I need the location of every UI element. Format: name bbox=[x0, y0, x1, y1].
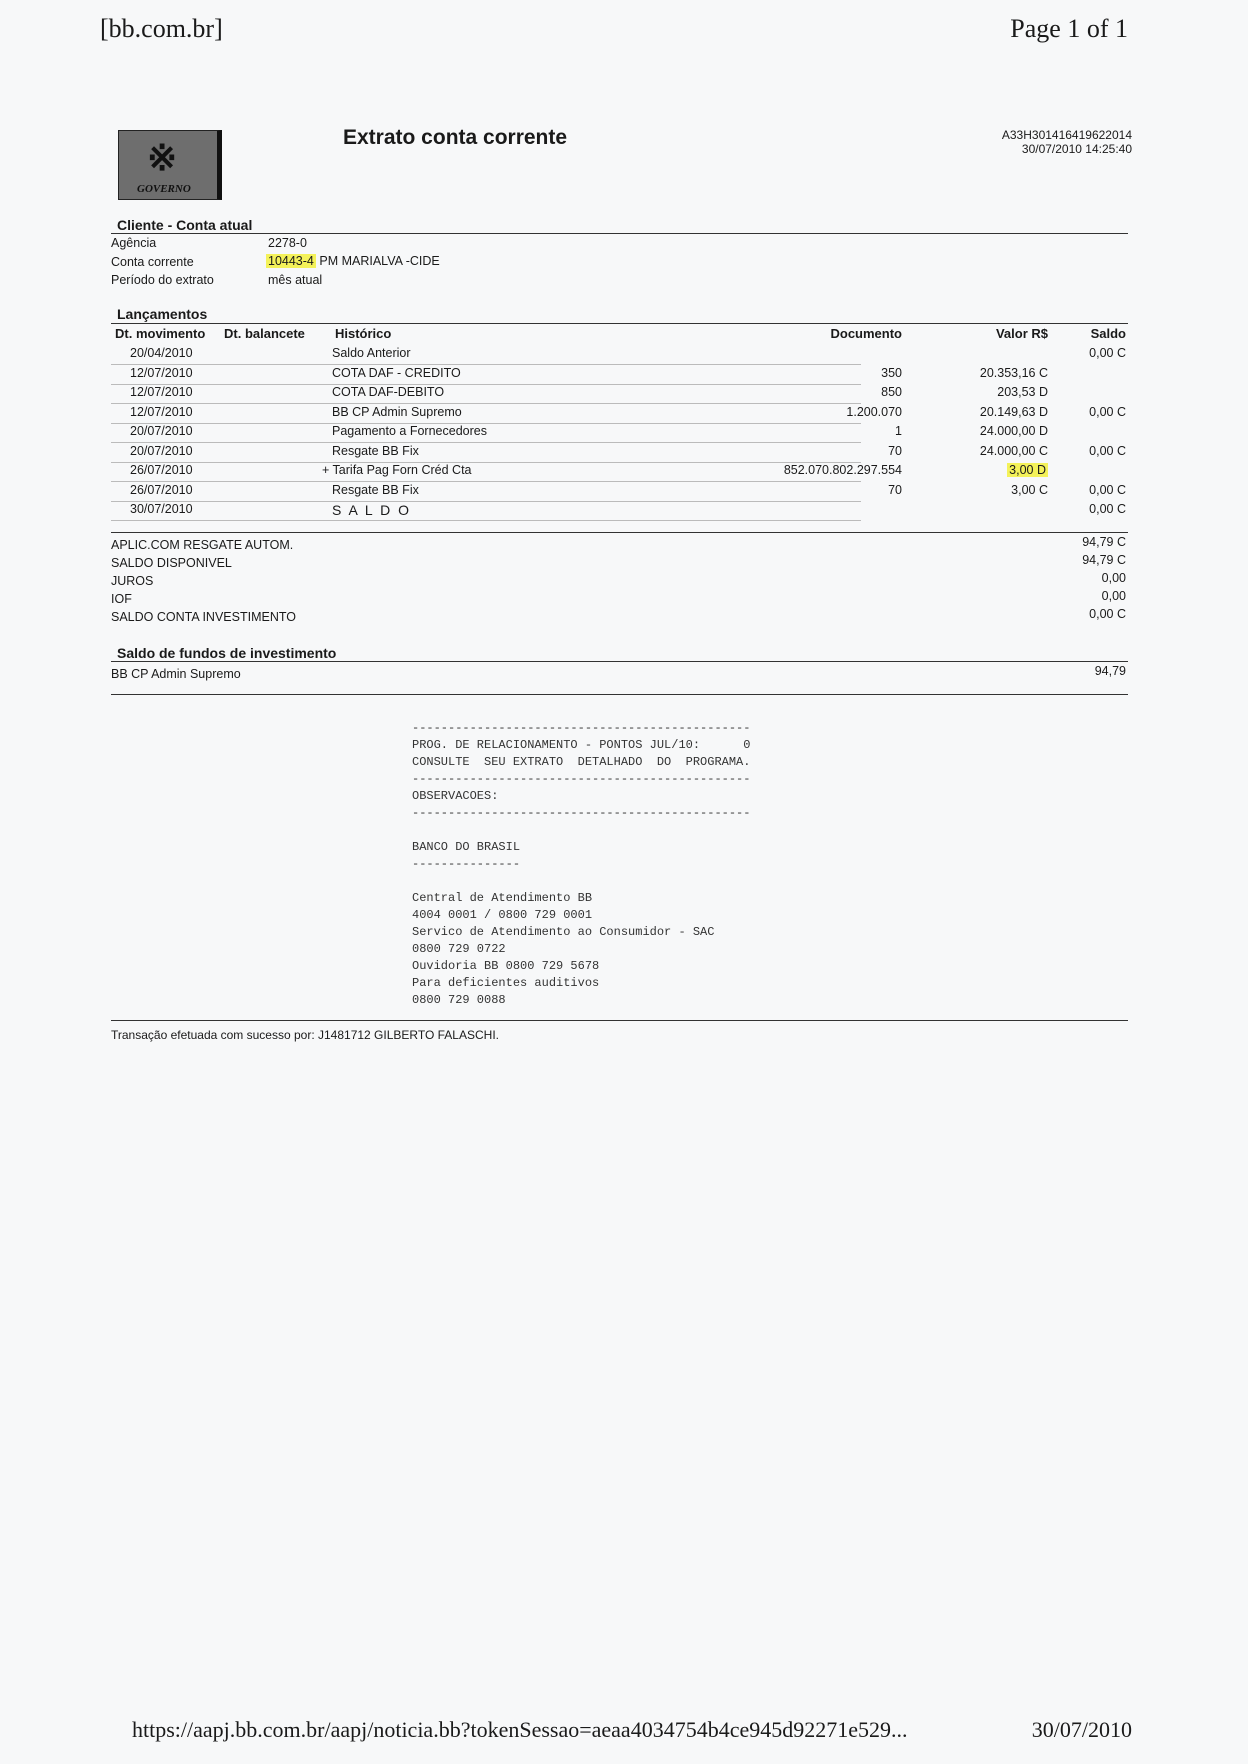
cell-historico: Saldo Anterior bbox=[332, 346, 411, 360]
cell-saldo: 0,00 C bbox=[1089, 443, 1126, 458]
cell-documento: 70 bbox=[888, 443, 902, 458]
bank-logo bbox=[118, 130, 222, 200]
resumo-value: 0,00 C bbox=[1089, 607, 1126, 621]
cell-historico: COTA DAF-DEBITO bbox=[332, 385, 445, 399]
fundo-name: BB CP Admin Supremo bbox=[111, 667, 241, 681]
page-number: Page 1 of 1 bbox=[1010, 14, 1128, 43]
cell-documento: 852.070.802.297.554 bbox=[783, 463, 902, 477]
cell-valor: 24.000,00 D bbox=[979, 424, 1048, 438]
page-site-label: [bb.com.br] bbox=[100, 14, 223, 43]
cell-dt-movimento: 20/07/2010 bbox=[130, 443, 193, 458]
highlighted-value: 3,00 D bbox=[1009, 463, 1046, 477]
resumo-value: 94,79 C bbox=[1082, 553, 1126, 567]
cell-valor bbox=[940, 463, 1048, 477]
cell-documento: 1.200.070 bbox=[846, 404, 902, 419]
periodo-value: mês atual bbox=[268, 273, 323, 287]
cell-dt-movimento: 20/07/2010 bbox=[130, 424, 193, 438]
cell-dt-movimento: 12/07/2010 bbox=[130, 385, 193, 399]
cell-documento: 350 bbox=[881, 365, 902, 380]
resumo-label: APLIC.COM RESGATE AUTOM. bbox=[111, 538, 294, 552]
cell-dt-movimento: 26/07/2010 bbox=[130, 482, 193, 497]
cell-valor: 3,00 C bbox=[1011, 482, 1048, 497]
cell-saldo: 0,00 C bbox=[1089, 502, 1126, 516]
divider bbox=[111, 532, 1128, 533]
reference-datetime: 30/07/2010 14:25:40 bbox=[1021, 142, 1132, 156]
fundo-value: 94,79 bbox=[1094, 664, 1126, 678]
logo-text: GOVERNO bbox=[137, 183, 191, 195]
divider bbox=[111, 694, 1128, 695]
col-header-dt-movimento: Dt. movimento bbox=[115, 326, 206, 341]
agencia-label: Agência bbox=[111, 236, 157, 250]
resumo-label: SALDO CONTA INVESTIMENTO bbox=[111, 610, 296, 624]
bb-logo-icon: ※ bbox=[147, 137, 178, 178]
divider bbox=[111, 661, 1128, 662]
cell-saldo: 0,00 C bbox=[1089, 482, 1126, 497]
divider bbox=[111, 323, 1128, 324]
periodo-label: Período do extrato bbox=[111, 273, 214, 287]
resumo-label: IOF bbox=[111, 592, 132, 606]
resumo-value: 94,79 C bbox=[1082, 535, 1126, 549]
divider bbox=[111, 233, 1128, 234]
fundos-section-title: Saldo de fundos de investimento bbox=[117, 645, 337, 661]
cell-historico: BB CP Admin Supremo bbox=[332, 404, 462, 419]
col-header-valor: Valor R$ bbox=[995, 326, 1048, 341]
cell-dt-movimento: 26/07/2010 bbox=[130, 463, 193, 477]
cell-valor: 24.000,00 C bbox=[979, 443, 1048, 458]
cliente-section-title: Cliente - Conta atual bbox=[117, 217, 253, 233]
conta-label: Conta corrente bbox=[111, 255, 194, 269]
cell-historico: S A L D O bbox=[332, 502, 411, 518]
cell-saldo: 0,00 C bbox=[1089, 404, 1126, 419]
col-header-saldo: Saldo bbox=[1090, 326, 1126, 341]
cell-valor: 20.353,16 C bbox=[979, 365, 1048, 380]
col-header-dt-balancete: Dt. balancete bbox=[224, 326, 305, 341]
resumo-value: 0,00 bbox=[1101, 589, 1126, 603]
cell-historico: Resgate BB Fix bbox=[332, 443, 419, 458]
conta-name: PM MARIALVA -CIDE bbox=[319, 254, 440, 268]
cell-dt-movimento: 20/04/2010 bbox=[130, 346, 193, 360]
resumo-label: JUROS bbox=[111, 574, 154, 588]
resumo-value: 0,00 bbox=[1101, 571, 1126, 585]
cell-dt-movimento: 12/07/2010 bbox=[130, 404, 193, 419]
resumo-label: SALDO DISPONIVEL bbox=[111, 556, 232, 570]
cell-dt-movimento: 12/07/2010 bbox=[130, 365, 193, 380]
footer-url: https://aapj.bb.com.br/aapj/noticia.bb?tokenSessao=aeaa4034754b4ce945d92271e529... bbox=[132, 1717, 908, 1742]
program-notes: ----------------------------------------------- PROG. DE RELACIONAMENTO - PONTOS JUL/10: 0 CONSULTE SEU EXTRATO DETALHADO DO PROGRAMA. ----------------------------------------------- OBSERVACOES: ----------------------------------------------- BANCO DO BRASIL --------------- Central de Atendimento BB 4004 0001 / 0800 729 0001 Servico de Atendimento ao Consumidor - SAC 0800 729 0722 Ouvidoria BB 0800 729 5678 Para deficientes auditivos 0800 729 0088 bbox=[412, 721, 751, 1007]
cell-documento: 850 bbox=[881, 385, 902, 399]
cell-valor: 203,53 D bbox=[997, 385, 1048, 399]
cell-dt-movimento: 30/07/2010 bbox=[130, 502, 193, 516]
col-header-documento: Documento bbox=[830, 326, 902, 341]
row-divider bbox=[111, 501, 861, 502]
cell-documento: 70 bbox=[888, 482, 902, 497]
conta-value bbox=[266, 254, 440, 268]
col-header-historico: Histórico bbox=[335, 326, 392, 341]
divider bbox=[111, 1020, 1128, 1021]
cell-historico: Pagamento a Fornecedores bbox=[332, 424, 487, 438]
page-title: Extrato conta corrente bbox=[343, 126, 568, 149]
cell-documento: 1 bbox=[895, 424, 902, 438]
reference-code: A33H301416419622014 bbox=[1001, 128, 1132, 142]
statement-reference bbox=[1002, 128, 1132, 156]
agencia-value: 2278-0 bbox=[268, 236, 307, 250]
conta-number: 10443-4 bbox=[268, 254, 314, 268]
cell-historico: + Tarifa Pag Forn Créd Cta bbox=[322, 463, 472, 477]
cell-saldo: 0,00 C bbox=[1089, 346, 1126, 360]
lancamentos-section-title: Lançamentos bbox=[117, 306, 208, 322]
cell-historico: COTA DAF - CREDITO bbox=[332, 365, 461, 380]
cell-historico: Resgate BB Fix bbox=[332, 482, 419, 497]
footer-date: 30/07/2010 bbox=[1031, 1717, 1132, 1742]
row-divider bbox=[111, 520, 861, 521]
transaction-status: Transação efetuada com sucesso por: J1481712 GILBERTO FALASCHI. bbox=[111, 1028, 499, 1042]
cell-valor: 20.149,63 D bbox=[979, 404, 1048, 419]
